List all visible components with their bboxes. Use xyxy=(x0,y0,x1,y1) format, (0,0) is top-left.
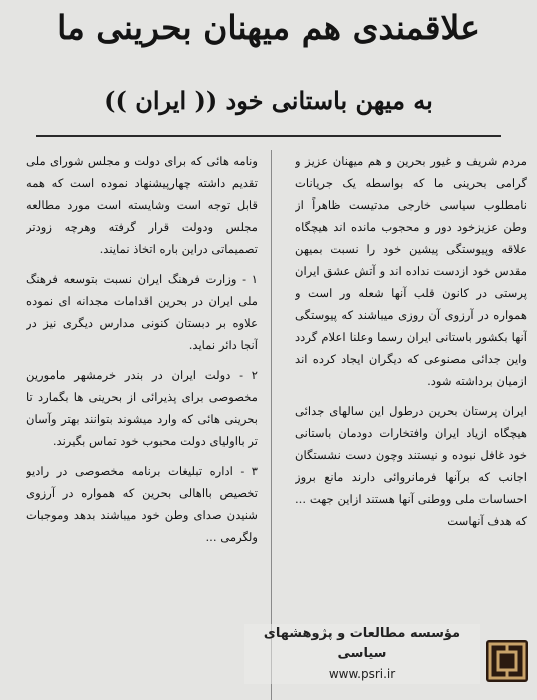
proposal-item-2: ۲ - دولت ایران در بندر خرمشهر مامورین مخصوصی برای پذیرائی از بحرینی ها بگمارد تا بحرینی هائی که وارد میشوند بتوانند بهتر وآسان تر بااولیای دولت محبوب خود تماس بگیرند. xyxy=(26,368,258,448)
right-column xyxy=(295,150,527,700)
psri-logo-icon xyxy=(486,640,528,682)
proposal-item-3: ۳ - اداره تبلیغات برنامه مخصوصی در رادیو تخصیص بااهالی بحرین که همواره در آرزوی شنیدن صدای وطن خود میباشند بدهد وموجبات ولگرمی ... xyxy=(26,464,258,544)
subheadline: به میهن باستانی خود (( ایران )) xyxy=(104,86,433,115)
publisher-watermark xyxy=(244,624,480,684)
watermark-name: مؤسسه مطالعات و پژوهشهای سیاسی xyxy=(263,626,461,661)
right-paragraph-2: ایران پرستان بحرین درطول این سالهای جدائی هیچگاه ازیاد ایران وافتخارات دودمان باستانی خود غافل نبوده و نیستند وچون دست نشستگان اجانب که برآنها فرمانروائی دارند مانع بروز احساسات ملی ووطنی آنها هستند ازاین جهت ... که هدف آنهاست xyxy=(295,404,527,528)
right-paragraph-1: مردم شریف و غیور بحرین و هم میهنان عزیز و گرامی بحرینی ما که بواسطه یک جریانات نامطلوب سیاسی خارجی مدتیست ظاهراً از وطن عزیزخود دور و محجوب مانده اند هیچگاه علاقه وپیوستگی پیشین خود را نسبت بمیهن مقدس خود ازدست نداده اند و آتش عشق ایران پرستی در کانون قلب آنها شعله ور است و همواره در آرزوی آن روزی میباشند که پیوستگی آنها بکشور باستانی ایران رسما وعلنا اعلام گردد واین جدائی مصنوعی که دیگران ایجاد کرده اند ازمیان برداشته شود. xyxy=(295,154,527,388)
left-paragraph-1: ونامه هائی که برای دولت و مجلس شورای ملی تقدیم داشته چهارپیشنهاد نموده است که همه قابل توجه است وشایسته است مورد مطالعه مجلس ودولت قرار گرفته وهرچه زودتر تصمیماتی دراین باره اتخاذ نمایند. xyxy=(26,154,258,256)
proposal-item-1: ۱ - وزارت فرهنگ ایران نسبت بتوسعه فرهنگ ملی ایران در بحرین اقدامات مجدانه ای نموده علاوه بر دبستان کنونی مدارس دیگری نیز در آنجا دائر نماید. xyxy=(26,272,258,352)
watermark-url: www.psri.ir xyxy=(328,667,396,681)
left-column xyxy=(26,150,258,700)
column-divider xyxy=(271,150,272,700)
headline: علاقمندی هم میهنان بحرینی ما xyxy=(57,8,480,47)
headline-rule xyxy=(36,135,501,137)
